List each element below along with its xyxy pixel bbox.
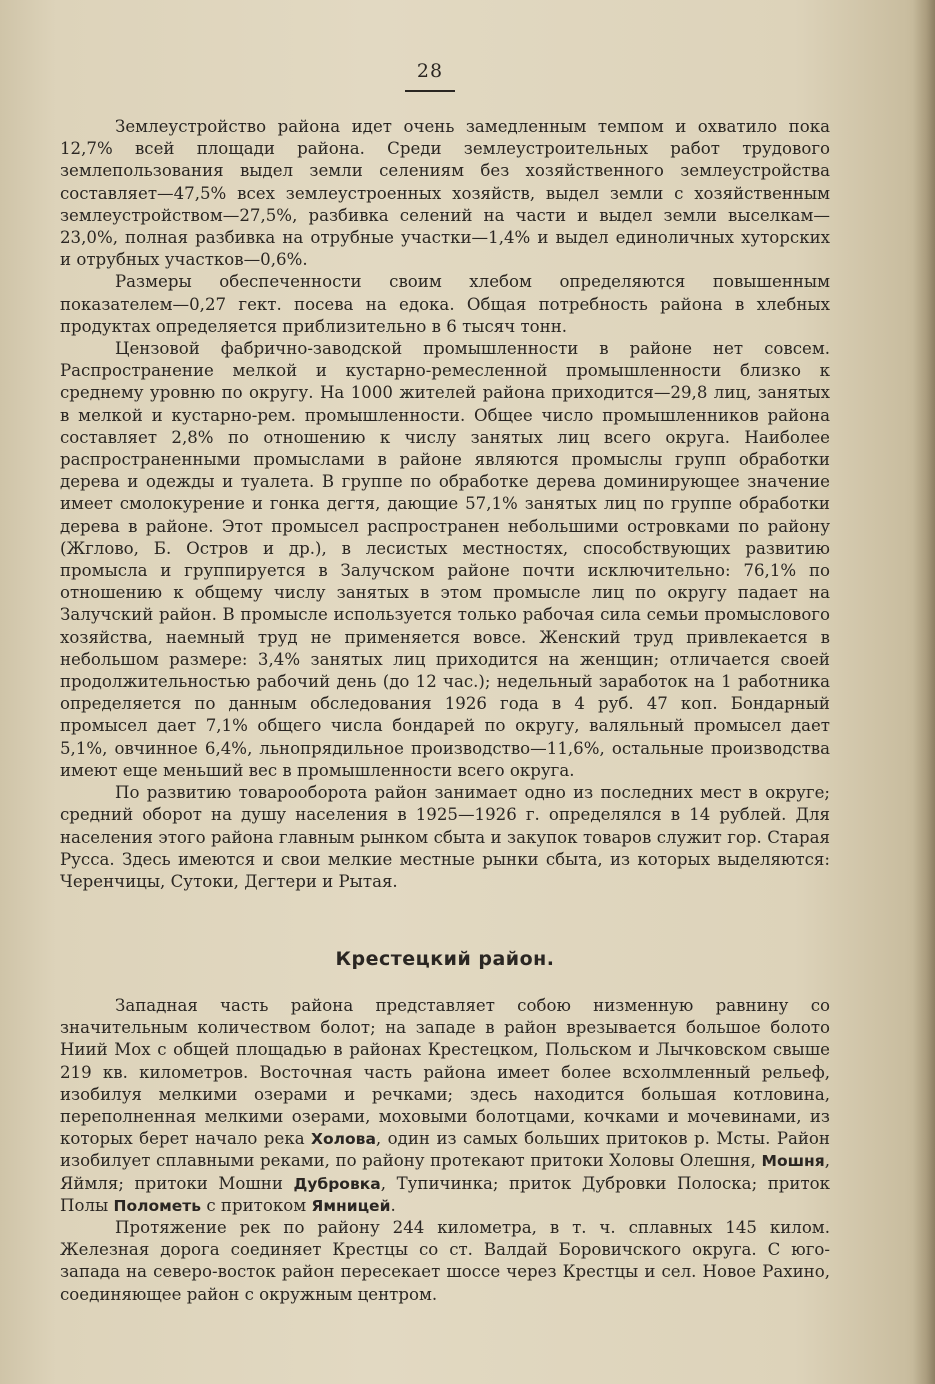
text-run: , Тупичинка; приток Дубровки Полоска; приток Полы (60, 1173, 830, 1215)
page-number-underline (405, 90, 455, 92)
text-run: с притоком (201, 1195, 312, 1215)
paragraph-land-management: Землеустройство района идет очень замедленным темпом и охватило пока 12,7% всей площади района. Среди землеустроительных работ трудового землепользования выдел земли селениям без хозяйственного землеустройства составляет—47,5% всех землеустроенных хозяйств, выдел земли с хозяйственным землеустройством—27,5%, разбивка селений на части и выдел земли выселкам—23,0%, полная разбивка на отрубные участки—1,4% и выдел единоличных хуторских и отрубных участков—0,6%. (60, 117, 830, 270)
river-name-holova: Холова (311, 1130, 376, 1149)
river-name-moshnya: Мошня (761, 1152, 825, 1171)
paragraph-trade: По развитию товарооборота район занимает одно из последних мест в округе; средний оборот на душу населения в 1925—1926 г. определялся в 14 рублей. Для населения этого района главным рынком сбыта и закупок товаров служит гор. Старая Русса. Здесь имеются и свои мелкие местные рынки сбыта, из которых выделяются: Черенчицы, Сутоки, Дегтери и Рытая. (60, 783, 830, 891)
text-run: . (390, 1195, 396, 1215)
section-body-1 (60, 116, 830, 893)
paragraph-industry: Цензовой фабрично-заводской промышленности в районе нет совсем. Распространение мелкой и кустарно-ремесленной промышленности близко к среднему уровню по округу. На 1000 жителей района приходится—29,8 лиц, занятых в мелкой и кустарно-рем. промышленности. Общее число промышленников района составляет 2,8% по отношению к числу занятых лиц всего округа. Наиболее распространенными промыслами в районе являются промыслы групп обработки дерева и одежды и туалета. В группе по обработке дерева доминирующее значение имеет смолокурение и гонка дегтя, дающие 57,1% занятых лиц по группе обработки дерева в районе. Этот промысел распространен небольшими островками по району (Жглово, Б. Остров и др.), в лесистых местностях, способствующих развитию промысла и группируется в Залучском районе почти исключительно: 76,1% по отношению к общему числу занятых в этом промысле лиц по округу падает на Залучский район. В промысле используется только рабочая сила семьи промыслового хозяйства, наемный труд не применяется вовсе. Женский труд привлекается в небольшом размере: 3,4% занятых лиц приходится на женщин; отличается своей продолжительностью рабочий день (до 12 час.); недельный заработок на 1 работника определяется по данным обследования 1926 года в 4 руб. 47 коп. Бондарный промысел дает 7,1% общего числа бондарей по округу, валяльный промысел дает 5,1%, овчинное 6,4%, льнопрядильное производство—11,6%, остальные производства имеют еще меньший вес в промышленности всего округа. (60, 339, 830, 780)
paragraph-geography (60, 995, 830, 1217)
text-run: , один из самых больших притоков р. Мсты. Район изобилует сплавными реками, по району протекают притоки Холовы Олешня, (60, 1129, 830, 1171)
page-fold-shadow (913, 0, 935, 1384)
text-run: , Яймля; притоки Мошни (60, 1151, 830, 1193)
section-heading: Крестецкий район. (335, 948, 555, 970)
text-run: Западная часть района представляет собою низменную равнину со значительным количеством болот; на западе в район врезывается большое болото Ниий Мох с общей площадью в районах Крестецком, Польском и Лычковском свыше 219 кв. километров. Восточная часть района имеет более всхолмленный рельеф, изобилуя мелкими озерами и речками; здесь находится большая котловина, переполненная мелкими озерами, моховыми болотцами, кочками и мочевинами, из которых берет начало река (60, 996, 830, 1149)
page-number: 28 (416, 60, 444, 82)
section-body-2 (60, 995, 830, 1306)
river-name-polomet: Полометь (113, 1196, 202, 1215)
river-name-yamnitsa: Ямницей (311, 1196, 391, 1215)
river-name-dubrovka: Дубровка (293, 1174, 381, 1193)
paragraph-grain-supply: Размеры обеспеченности своим хлебом определяются повышенным показателем—0,27 гект. посева на едока. Общая потребность района в хлебных продуктах определяется приблизительно в 6 тысяч тонн. (60, 272, 830, 336)
paragraph-transport: Протяжение рек по району 244 километра, в т. ч. сплавных 145 килом. Железная дорога соединяет Крестцы со ст. Валдай Боровичского округа. С юго-запада на северо-восток район пересекает шоссе через Крестцы и сел. Новое Рахино, соединяющее район с окружным центром. (60, 1218, 830, 1304)
